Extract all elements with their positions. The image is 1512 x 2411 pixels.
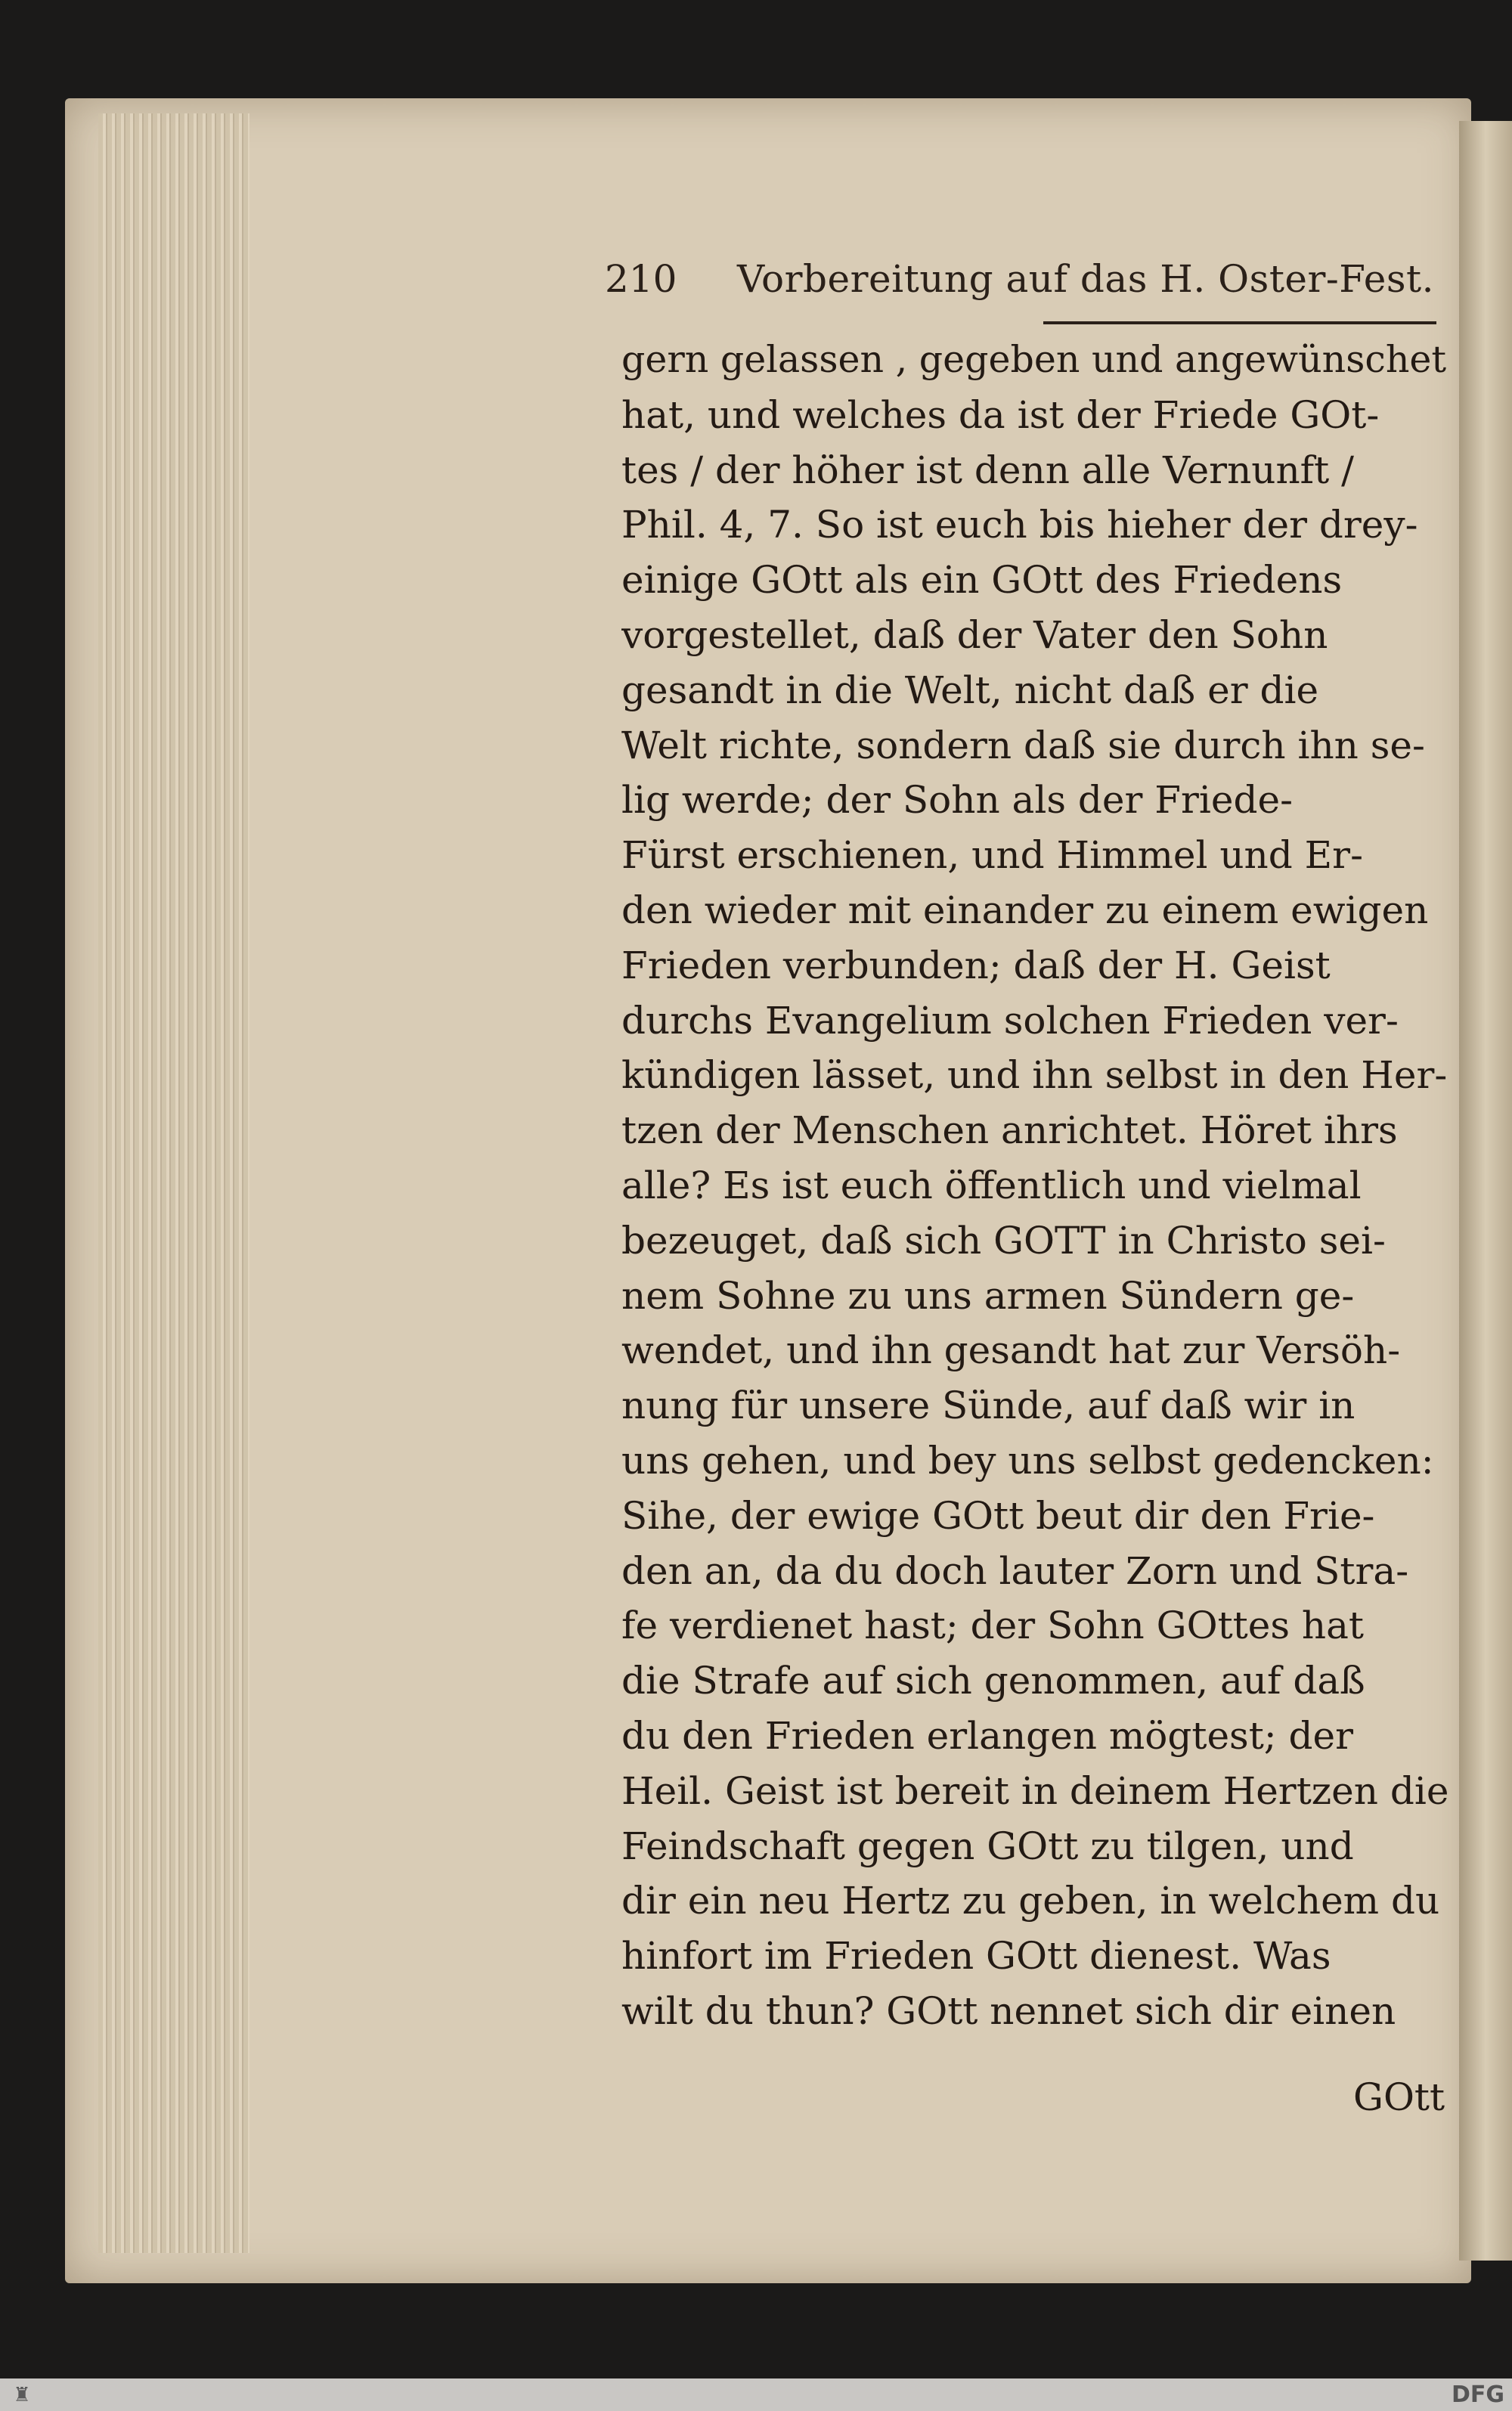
text-line: Phil. 4, 7. So ist euch bis hieher der drey- (621, 503, 1418, 547)
page-number: 210 (605, 257, 677, 301)
text-line: gern gelassen , gegeben und angewünschet (621, 338, 1447, 381)
text-line: alle? Es ist euch öffentlich und vielmal (621, 1163, 1362, 1207)
text-line: Feindschaft gegen GOtt zu tilgen, und (621, 1824, 1354, 1868)
text-line: Welt richte, sondern daß sie durch ihn se- (621, 723, 1425, 767)
text-line: du den Frieden erlangen mögtest; der (621, 1713, 1354, 1758)
running-head: Vorbereitung auf das H. Oster-Fest. (737, 257, 1434, 301)
text-line: Sihe, der ewige GOtt beut dir den Frie- (621, 1493, 1375, 1538)
text-line: einige GOtt als ein GOtt des Friedens (621, 558, 1343, 603)
text-line: uns gehen, und bey uns selbst gedencken: (621, 1438, 1434, 1483)
text-line: tzen der Menschen anrichtet. Höret ihrs (621, 1108, 1398, 1153)
text-line: dir ein neu Hertz zu geben, in welchem du (621, 1879, 1440, 1923)
header-rule (1043, 321, 1436, 324)
text-line: kündigen lässet, und ihn selbst in den Her- (621, 1053, 1448, 1098)
text-line: Heil. Geist ist bereit in deinem Hertzen die (621, 1768, 1449, 1813)
text-line: nem Sohne zu uns armen Sündern ge- (621, 1273, 1355, 1318)
text-line: tes / der höher ist denn alle Vernunft / (621, 448, 1355, 492)
text-line: hat, und welches da ist der Friede GOt- (621, 392, 1380, 437)
text-line: fe verdienet hast; der Sohn GOttes hat (621, 1604, 1365, 1648)
text-line: durchs Evangelium solchen Frieden ver- (621, 998, 1399, 1043)
library-logo-icon: ♜ (13, 2384, 31, 2406)
text-line: nung für unsere Sünde, auf daß wir in (621, 1384, 1356, 1428)
body-text (621, 333, 1461, 2039)
text-line: hinfort im Frieden GOtt dienest. Was (621, 1934, 1331, 1979)
text-line: den wieder mit einander zu einem ewigen (621, 888, 1429, 932)
text-line: gesandt in die Welt, nicht daß er die (621, 668, 1319, 712)
text-line: die Strafe auf sich genommen, auf daß (621, 1659, 1365, 1703)
catchword: GOtt (1353, 2075, 1445, 2119)
text-line: vorgestellet, daß der Vater den Sohn (621, 612, 1328, 657)
footer-brand: DFG (1452, 2382, 1505, 2408)
text-line: lig werde; der Sohn als der Friede- (621, 778, 1293, 823)
text-line: wilt du thun? GOtt nennet sich dir einen (621, 1988, 1396, 2033)
page-header (605, 257, 1467, 318)
footer-bar (0, 2378, 1512, 2411)
page-edges (98, 113, 249, 2253)
text-line: bezeuget, daß sich GOTT in Christo sei- (621, 1218, 1386, 1263)
text-line: wendet, und ihn gesandt hat zur Versöh- (621, 1328, 1401, 1373)
text-line: Fürst erschienen, und Himmel und Er- (621, 833, 1363, 878)
facing-page-edge (1459, 121, 1512, 2261)
text-line: den an, da du doch lauter Zorn und Stra- (621, 1548, 1409, 1593)
text-line: Frieden verbunden; daß der H. Geist (621, 943, 1331, 987)
